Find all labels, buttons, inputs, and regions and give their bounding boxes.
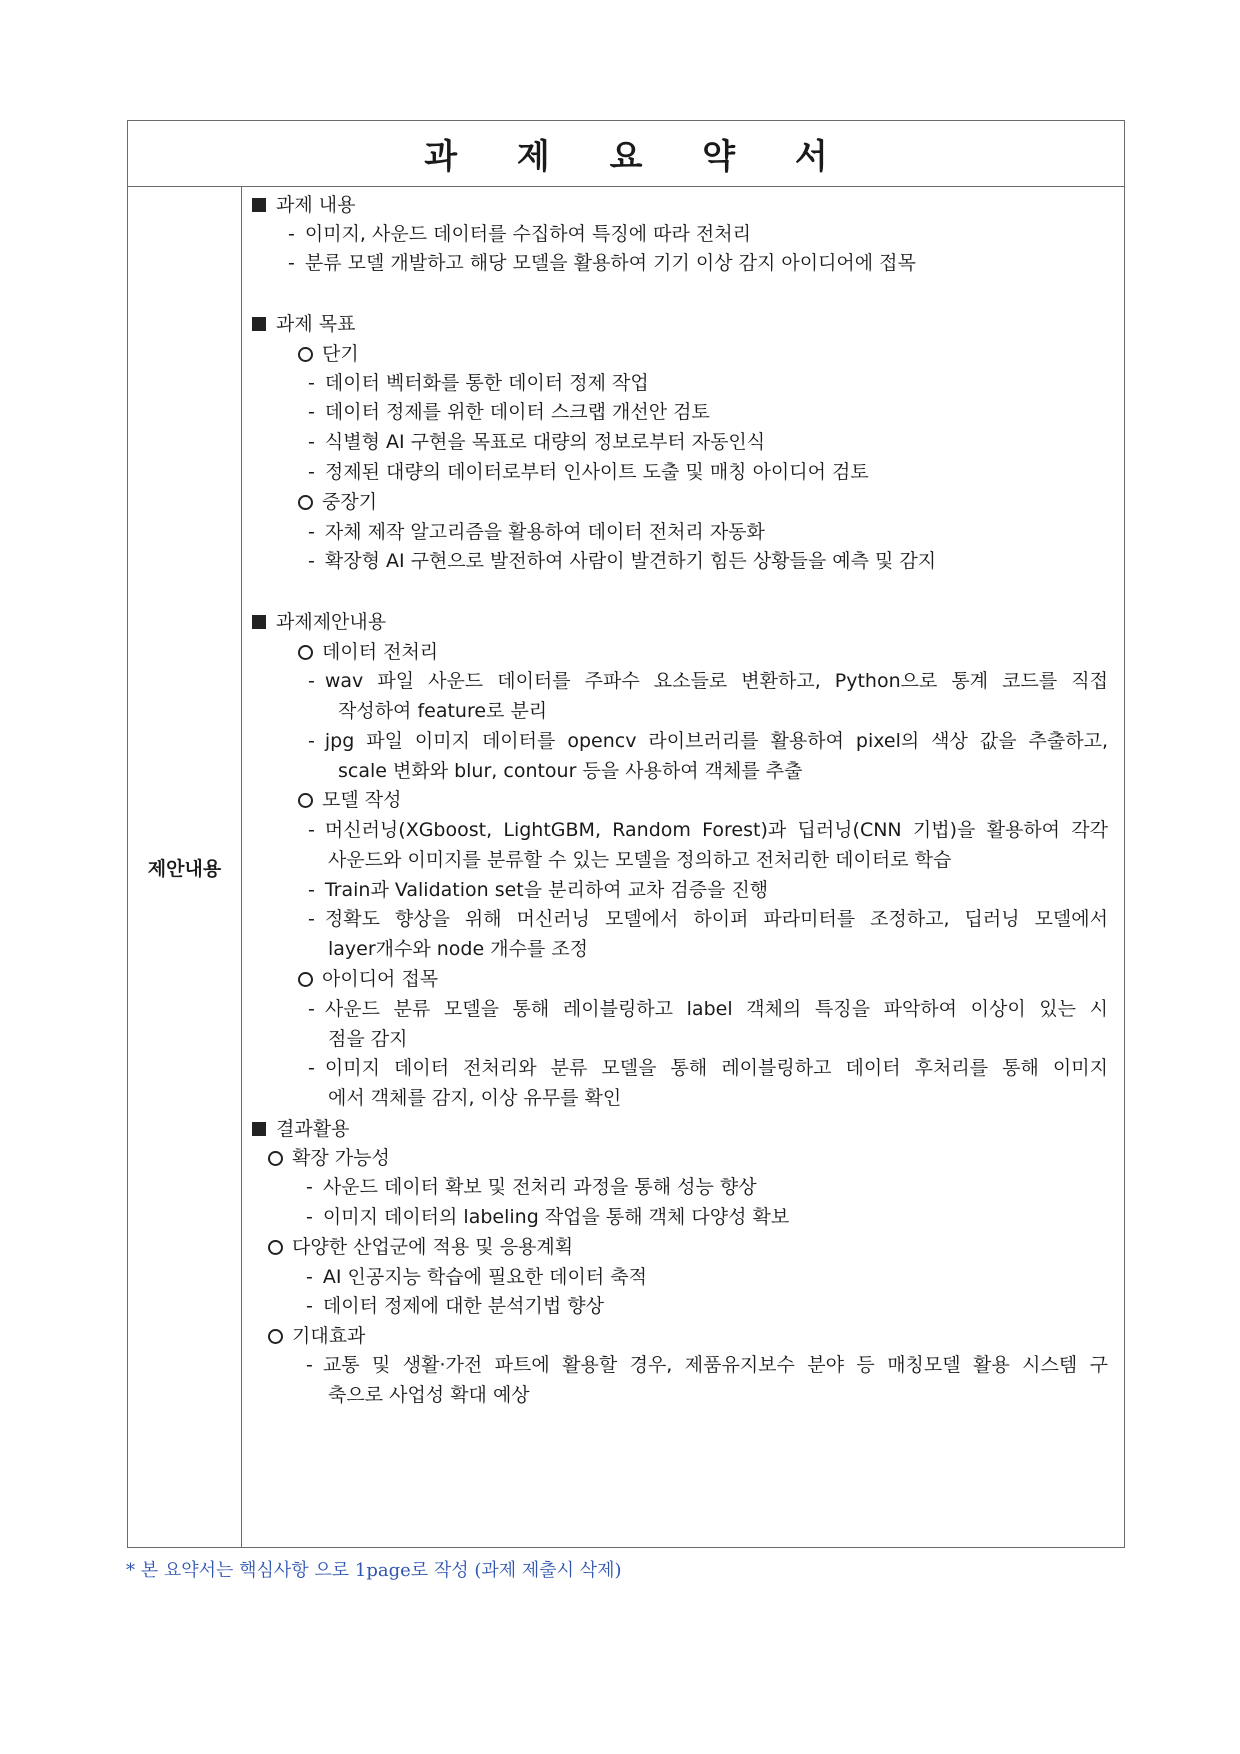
list-item: - 정확도 향상을 위해 머신러닝 모델에서 하이퍼 파라미터를 조정하고, 딥러닝 모델에서: [308, 908, 1108, 930]
subheading-mid-long-term: 중장기: [298, 490, 377, 514]
list-item: - 확장형 AI 구현으로 발전하여 사람이 발견하기 힘든 상황들을 예측 및 감지: [308, 550, 937, 572]
circle-bullet-icon: [268, 1151, 283, 1166]
list-item: - wav 파일 사운드 데이터를 주파수 요소들로 변환하고, Python으로 통계 코드를 직접: [308, 670, 1108, 692]
subheading-short-term: 단기: [298, 342, 359, 366]
list-item-cont: 축으로 사업성 확대 예상: [328, 1384, 530, 1406]
square-bullet-icon: [252, 317, 266, 331]
list-item: - 식별형 AI 구현을 목표로 대량의 정보로부터 자동인식: [308, 431, 766, 453]
list-item: - 데이터 정제를 위한 데이터 스크랩 개선안 검토: [308, 401, 710, 423]
list-item: - 분류 모델 개발하고 해당 모델을 활용하여 기기 이상 감지 아이디어에 접목: [288, 252, 916, 274]
list-item: - 교통 및 생활·가전 파트에 활용할 경우, 제품유지보수 분야 등 매칭모델 활용 시스템 구: [306, 1354, 1108, 1376]
list-item-cont: 작성하여 feature로 분리: [338, 700, 548, 722]
list-item: - 사운드 분류 모델을 통해 레이블링하고 label 객체의 특징을 파악하여 이상이 있는 시: [308, 998, 1108, 1020]
subheading-effect: 기대효과: [268, 1324, 365, 1348]
footnote: * 본 요약서는 핵심사항 으로 1page로 작성 (과제 제출시 삭제): [126, 1560, 622, 1581]
section-heading-result: 결과활용: [252, 1117, 349, 1141]
list-item: - AI 인공지능 학습에 필요한 데이터 축적: [306, 1266, 647, 1288]
list-item: - 이미지 데이터 전처리와 분류 모델을 통해 레이블링하고 데이터 후처리를 통해 이미지: [308, 1057, 1108, 1079]
list-item: - 이미지 데이터의 labeling 작업을 통해 객체 다양성 확보: [306, 1206, 790, 1228]
square-bullet-icon: [252, 1122, 266, 1136]
subheading-apply: 다양한 산업군에 적용 및 응용계획: [268, 1235, 573, 1259]
list-item: - 이미지, 사운드 데이터를 수집하여 특징에 따라 전처리: [288, 223, 751, 245]
list-item-cont: 점을 감지: [328, 1028, 408, 1050]
subheading-idea: 아이디어 접목: [298, 967, 438, 991]
circle-bullet-icon: [298, 972, 313, 987]
list-item: - jpg 파일 이미지 데이터를 opencv 라이브러리를 활용하여 pixel의 색상 값을 추출하고,: [308, 730, 1108, 752]
section-heading-goal: 과제 목표: [252, 312, 355, 336]
summary-table: [127, 120, 1125, 1548]
square-bullet-icon: [252, 198, 266, 212]
list-item: - 데이터 벡터화를 통한 데이터 정제 작업: [308, 372, 649, 394]
circle-bullet-icon: [298, 645, 313, 660]
circle-bullet-icon: [268, 1329, 283, 1344]
section-heading-content: 과제 내용: [252, 193, 355, 217]
list-item-cont: 에서 객체를 감지, 이상 유무를 확인: [328, 1087, 622, 1109]
list-item: - 사운드 데이터 확보 및 전처리 과정을 통해 성능 향상: [306, 1176, 757, 1198]
subheading-model: 모델 작성: [298, 788, 401, 812]
circle-bullet-icon: [298, 793, 313, 808]
circle-bullet-icon: [298, 347, 313, 362]
list-item: - 머신러닝(XGboost, LightGBM, Random Forest)과 딥러닝(CNN 기법)을 활용하여 각각: [308, 819, 1108, 841]
row-label: 제안내용: [128, 187, 242, 1547]
content-cell: [242, 187, 1124, 1547]
subheading-preprocess: 데이터 전처리: [298, 640, 438, 664]
list-item-cont: layer개수와 node 개수를 조정: [328, 938, 589, 960]
square-bullet-icon: [252, 615, 266, 629]
list-item: - 자체 제작 알고리즘을 활용하여 데이터 전처리 자동화: [308, 521, 765, 543]
list-item: - 정제된 대량의 데이터로부터 인사이트 도출 및 매칭 아이디어 검토: [308, 461, 869, 483]
document-title: 과 제 요 약 서: [128, 121, 1124, 187]
list-item-cont: 사운드와 이미지를 분류할 수 있는 모델을 정의하고 전처리한 데이터로 학습: [328, 849, 952, 871]
list-item-cont: scale 변화와 blur, contour 등을 사용하여 객체를 추출: [338, 760, 803, 782]
section-heading-proposal: 과제제안내용: [252, 610, 386, 634]
list-item: - 데이터 정제에 대한 분석기법 향상: [306, 1295, 604, 1317]
list-item: - Train과 Validation set을 분리하여 교차 검증을 진행: [308, 879, 769, 901]
circle-bullet-icon: [268, 1240, 283, 1255]
circle-bullet-icon: [298, 495, 313, 510]
subheading-expand: 확장 가능성: [268, 1146, 390, 1170]
